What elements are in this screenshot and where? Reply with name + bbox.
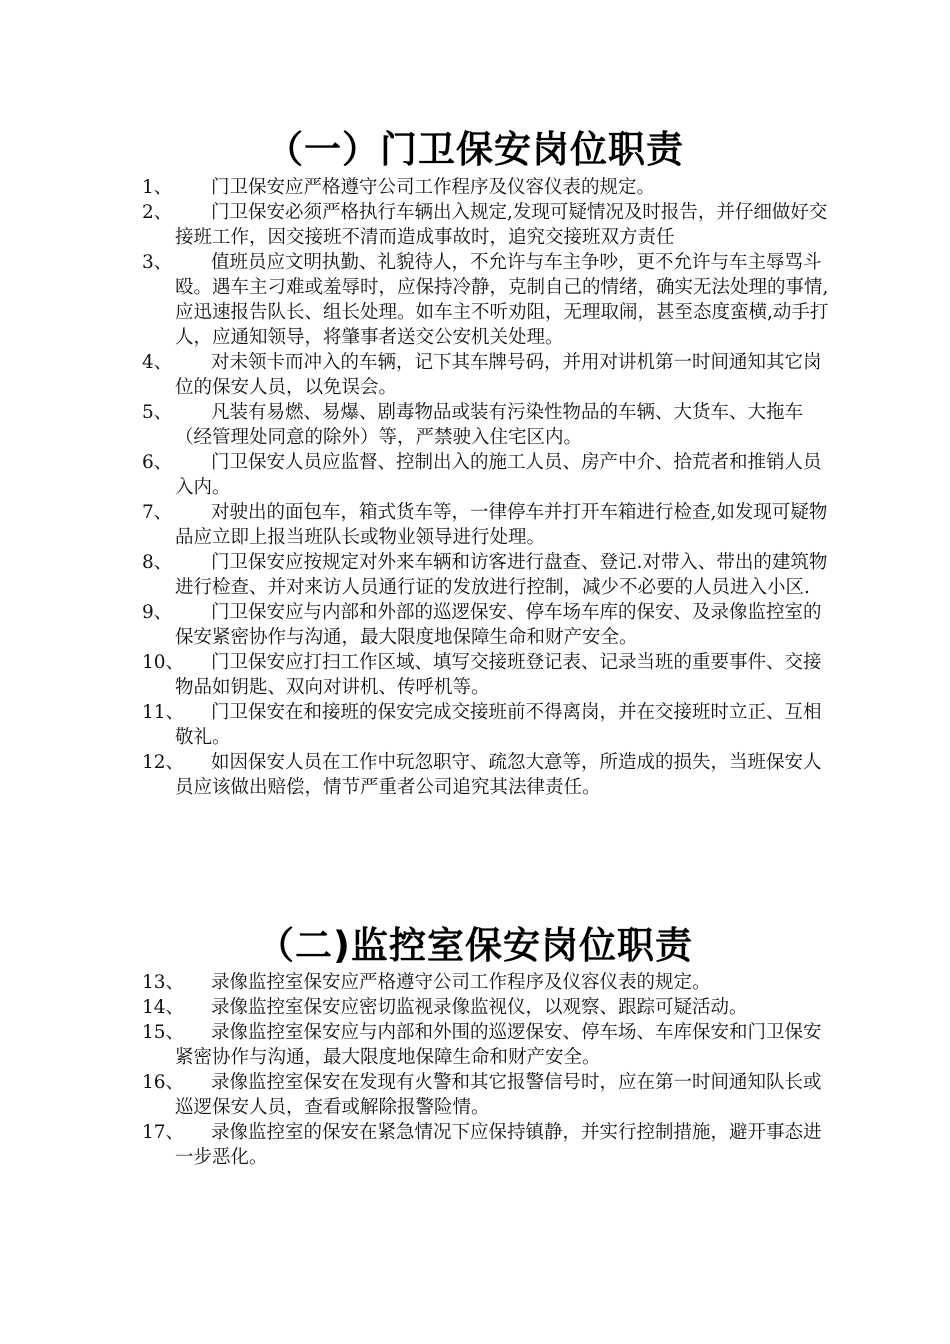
- item-text: 值班员应文明执勤、礼貌待人，不允许与车主争吵，更不允许与车主辱骂斗殴。遇车主刁难或羞辱时，应保持冷静，克制自己的情绪，确实无法处理的事情,应迅速报告队长、组长处理。如车主不听劝阻，无理取闹，甚至态度蛮横,动手打人，应通知领导，将肇事者送交公安机关处理。: [175, 252, 829, 348]
- item-text: 门卫保安必须严格执行车辆出入规定,发现可疑情况及时报告，并仔细做好交接班工作，因交接班不清而造成事故时，追究交接班双方责任: [175, 202, 828, 248]
- duty-list-gate-guard: [142, 175, 832, 800]
- item-number: 15、: [142, 1022, 185, 1043]
- item-number: 16、: [142, 1072, 185, 1093]
- item-number: 8、: [142, 552, 173, 573]
- item-number: 13、: [142, 972, 185, 993]
- item-text: 录像监控室保安应密切监视录像监视仪，以观察、跟踪可疑活动。: [211, 997, 748, 1018]
- list-item: [142, 700, 832, 750]
- item-number: 3、: [142, 252, 173, 273]
- item-number: 7、: [142, 502, 173, 523]
- list-item: [142, 400, 832, 450]
- item-text: 录像监控室保安应严格遵守公司工作程序及仪容仪表的规定。: [211, 972, 711, 993]
- item-number: 2、: [142, 202, 173, 223]
- item-number: 6、: [142, 452, 173, 473]
- item-text: 对驶出的面包车，箱式货车等，一律停车并打开车箱进行检查,如发现可疑物品应立即上报当班队长或物业领导进行处理。: [175, 502, 828, 548]
- item-text: 门卫保安应与内部和外部的巡逻保安、停车场车库的保安、及录像监控室的保安紧密协作与沟通，最大限度地保障生命和财产安全。: [175, 602, 822, 648]
- list-item: [142, 1020, 832, 1070]
- item-text: 门卫保安应打扫工作区域、填写交接班登记表、记录当班的重要事件、交接物品如钥匙、双向对讲机、传呼机等。: [175, 652, 822, 698]
- section-title-gate-guard: （一）门卫保安岗位职责: [266, 128, 684, 171]
- item-number: 9、: [142, 602, 173, 623]
- item-number: 11、: [142, 702, 185, 723]
- duty-list-monitoring-room: [142, 970, 832, 1170]
- item-text: 凡装有易燃、易爆、剧毒物品或装有污染性物品的车辆、大货车、大拖车（经管理处同意的除外）等，严禁驶入住宅区内。: [175, 402, 804, 448]
- item-number: 4、: [142, 352, 173, 373]
- item-text: 门卫保安人员应监督、控制出入的施工人员、房产中介、拾荒者和推销人员入内。: [175, 452, 822, 498]
- list-item: [142, 1120, 832, 1170]
- item-text: 门卫保安应严格遵守公司工作程序及仪容仪表的规定。: [211, 177, 656, 198]
- item-text: 对未领卡而冲入的车辆，记下其车牌号码，并用对讲机第一时间通知其它岗位的保安人员，以免误会。: [175, 352, 822, 398]
- list-item: [142, 350, 832, 400]
- item-number: 14、: [142, 997, 185, 1018]
- list-item: [142, 550, 832, 600]
- item-text: 录像监控室保安应与内部和外围的巡逻保安、停车场、车库保安和门卫保安紧密协作与沟通，最大限度地保障生命和财产安全。: [175, 1022, 822, 1068]
- item-text: 录像监控室保安在发现有火警和其它报警信号时，应在第一时间通知队长或巡逻保安人员，查看或解除报警险情。: [175, 1072, 822, 1118]
- list-item: [142, 450, 832, 500]
- item-number: 17、: [142, 1122, 185, 1143]
- list-item: [142, 600, 832, 650]
- section-title-monitoring-room: （二)监控室保安岗位职责: [257, 924, 693, 967]
- item-number: 1、: [142, 177, 173, 198]
- list-item: [142, 200, 832, 250]
- item-number: 5、: [142, 402, 173, 423]
- item-text: 门卫保安在和接班的保安完成交接班前不得离岗，并在交接班时立正、互相敬礼。: [175, 702, 822, 748]
- item-text: 门卫保安应按规定对外来车辆和访客进行盘查、登记.对带入、带出的建筑物进行检查、并对来访人员通行证的发放进行控制，减少不必要的人员进入小区.: [175, 552, 828, 598]
- list-item: [142, 750, 832, 800]
- item-number: 12、: [142, 752, 185, 773]
- list-item: [142, 1070, 832, 1120]
- list-item: [142, 250, 832, 350]
- item-text: 录像监控室的保安在紧急情况下应保持镇静，并实行控制措施，避开事态进一步恶化。: [175, 1122, 822, 1168]
- item-text: 如因保安人员在工作中玩忽职守、疏忽大意等，所造成的损失，当班保安人员应该做出赔偿，情节严重者公司追究其法律责任。: [175, 752, 822, 798]
- list-item: [142, 500, 832, 550]
- list-item: [142, 175, 832, 200]
- list-item: [142, 970, 832, 995]
- list-item: [142, 650, 832, 700]
- item-number: 10、: [142, 652, 185, 673]
- list-item: [142, 995, 832, 1020]
